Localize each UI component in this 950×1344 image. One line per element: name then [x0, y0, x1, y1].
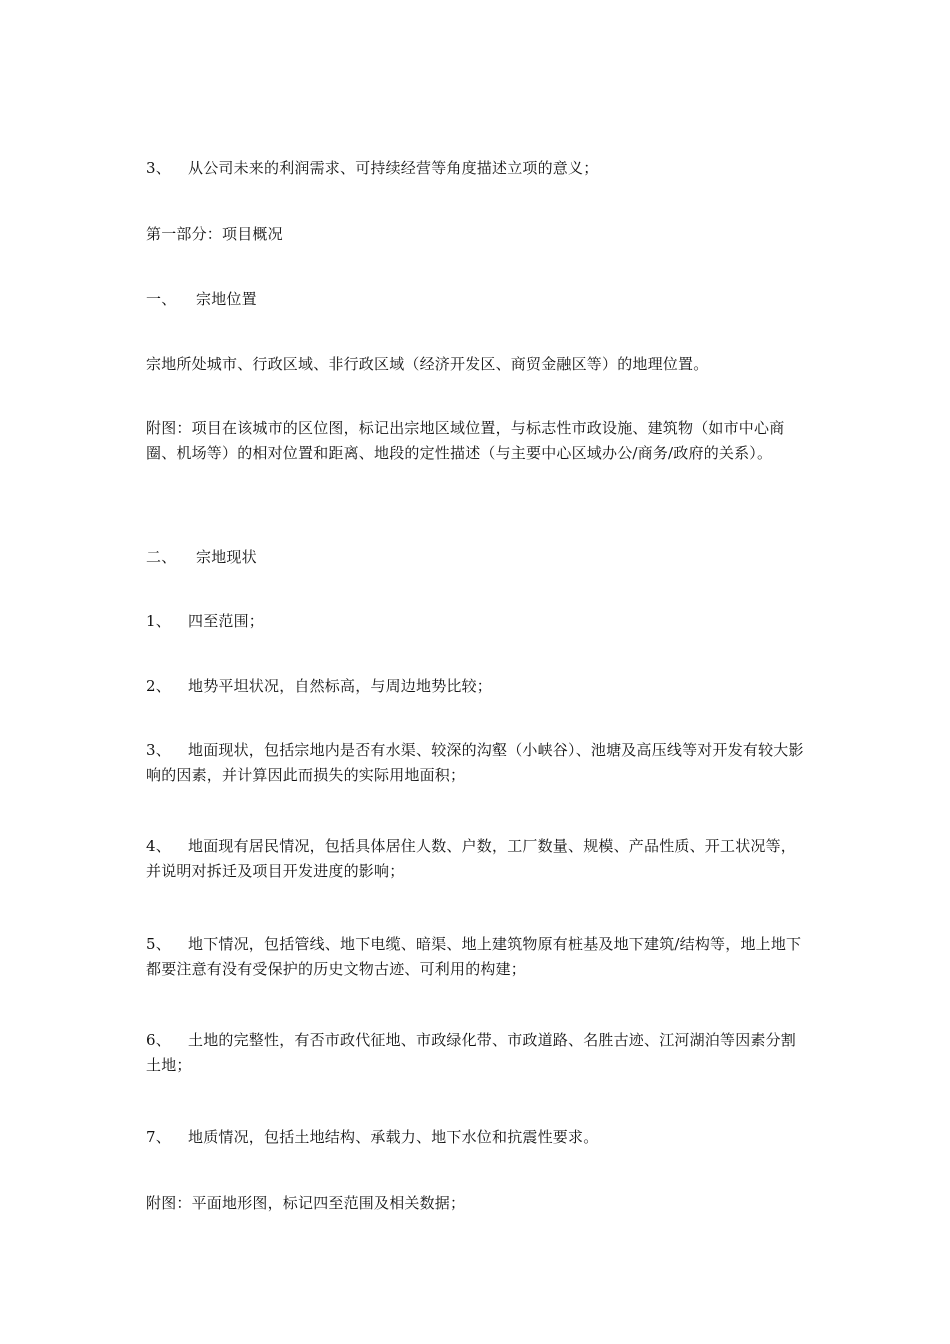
- item-text: 地面现状，包括宗地内是否有水渠、较深的沟壑（小峡谷）、池塘及高压线等对开发有较大影响的因素，并计算因此而损失的实际用地面积；: [146, 741, 804, 784]
- item-text: 从公司未来的利润需求、可持续经营等角度描述立项的意义；: [188, 159, 599, 177]
- list-item-4: [146, 834, 808, 884]
- item-number: 4、: [146, 837, 171, 855]
- paragraph-attachment-topographic-map: [146, 1191, 808, 1216]
- list-item-7: [146, 1125, 808, 1150]
- list-item-5: [146, 932, 808, 982]
- item-text: 地面现有居民情况，包括具体居住人数、户数，工厂数量、规模、产品性质、开工状况等，并说明对拆迁及项目开发进度的影响；: [146, 837, 797, 880]
- list-item-6: [146, 1028, 808, 1078]
- item-number: 5、: [146, 935, 171, 953]
- list-item-3: [146, 738, 808, 788]
- item-number: 7、: [146, 1128, 171, 1146]
- paragraph-text: 宗地所处城市、行政区域、非行政区域（经济开发区、商贸金融区等）的地理位置。: [146, 355, 709, 373]
- heading-text: 第一部分：项目概况: [146, 225, 283, 243]
- item-text: 地下情况，包括管线、地下电缆、暗渠、地上建筑物原有桩基及地下建筑/结构等，地上地下都要注意有没有受保护的历史文物古迹、可利用的构建；: [146, 935, 802, 978]
- section-heading-part-one: [146, 222, 808, 247]
- item-text: 地势平坦状况，自然标高，与周边地势比较；: [188, 677, 493, 695]
- item-number: 1、: [146, 612, 171, 630]
- item-number: 二、: [146, 548, 177, 566]
- item-number: 3、: [146, 741, 171, 759]
- paragraph-site-location: [146, 352, 808, 377]
- item-number: 6、: [146, 1031, 171, 1049]
- heading-text: 宗地位置: [196, 290, 257, 308]
- paragraph-attachment-location-map: [146, 416, 808, 466]
- subsection-heading-site-location: [146, 287, 808, 312]
- item-text: 四至范围；: [188, 612, 265, 630]
- list-item-2: [146, 674, 808, 699]
- item-text: 地质情况，包括土地结构、承载力、地下水位和抗震性要求。: [188, 1128, 599, 1146]
- subsection-heading-site-status: [146, 545, 808, 570]
- item-number: 2、: [146, 677, 171, 695]
- heading-text: 宗地现状: [196, 548, 257, 566]
- paragraph-text: 附图：项目在该城市的区位图，标记出宗地区域位置，与标志性市政设施、建筑物（如市中心商圈、机场等）的相对位置和距离、地段的定性描述（与主要中心区域办公/商务/政府的关系）。: [146, 419, 785, 462]
- item-number: 一、: [146, 290, 177, 308]
- paragraph-text: 附图：平面地形图，标记四至范围及相关数据；: [146, 1194, 466, 1212]
- item-text: 土地的完整性，有否市政代征地、市政绿化带、市政道路、名胜古迹、江河湖泊等因素分割土地；: [146, 1031, 797, 1074]
- item-number: 3、: [146, 159, 171, 177]
- list-item-3-significance: [146, 156, 808, 181]
- list-item-1: [146, 609, 808, 634]
